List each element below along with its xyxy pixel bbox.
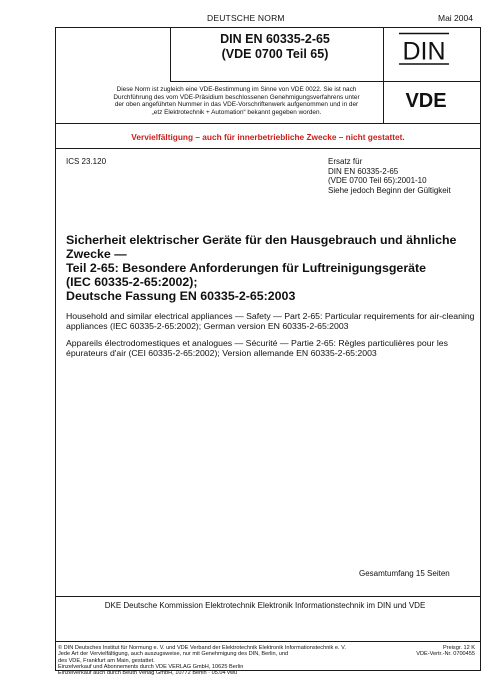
document-number-line: DIN EN 60335-2-65 — [220, 32, 330, 46]
din-logo-text: DIN — [402, 37, 446, 66]
replaces-line: Siehe jedoch Beginn der Gültigkeit — [328, 185, 451, 195]
replaces-line: DIN EN 60335-2-65 — [328, 166, 399, 176]
total-pages: Gesamtumfang 15 Seiten — [359, 569, 450, 578]
notice-line: Durchführung des vom VDE-Präsidium beschlossenen Genehmigungsverfahrens unter — [113, 93, 360, 101]
vde-logo-text: VDE — [405, 90, 447, 111]
copyright-line: des VDE, Frankfurt am Main, gestattet. — [58, 657, 155, 664]
price-info — [405, 645, 475, 658]
committee-top-divider — [55, 596, 481, 597]
german-title-line: (IEC 60335-2-65:2002); — [66, 275, 198, 289]
notice-line: der oben angeführten Nummer in das VDE-Vorschriftenwerk aufgenommen und in der — [114, 101, 359, 109]
committee-line: DKE Deutsche Kommission Elektrotechnik Elektronik Informationstechnik im DIN und VDE — [104, 601, 426, 610]
title-box-bottom-divider — [170, 81, 481, 82]
replaces-line: Ersatz für — [328, 157, 363, 166]
notice-line: „etz Elektrotechnik + Automation“ bekannt gegeben worden. — [151, 108, 322, 116]
document-number-line: (VDE 0700 Teil 65) — [221, 47, 329, 61]
copyright-line: Einzelverkauf auch durch Beuth Verlag GmbH, 10772 Berlin · 05.04 vwu — [58, 670, 238, 677]
copyright-line: © DIN Deutsches Institut für Normung e. V. und VDE Verband der Elektrotechnik Elektronik Informationstechnik e. V. — [58, 645, 346, 651]
german-title-line: Sicherheit elektrischer Geräte für den Hausgebrauch und ähnliche — [66, 233, 457, 247]
din-logo — [398, 32, 450, 66]
notice-line: Diese Norm ist zugleich eine VDE-Bestimmung im Sinne von VDE 0022. Sie ist nach — [116, 86, 357, 93]
price-group: Preisgr. 12 K — [442, 645, 475, 651]
english-title: Household and similar electrical appliances — Safety — Part 2-65: Particular requirements for air-cleaning appliances (IEC 60335-2-65:2002); German version EN 60335-2-65:2003 — [66, 311, 475, 332]
order-number: VDE-Vertr.-Nr. 0700455 — [416, 651, 475, 658]
replaces-line: (VDE 0700 Teil 65):2001-10 — [328, 176, 427, 186]
ics-code: ICS 23.120 — [66, 157, 107, 166]
copyright-line: Jede Art der Vervielfältigung, auch auszugsweise, nur mit Genehmigung des DIN, Berlin, und — [58, 651, 289, 658]
vde-logo — [394, 89, 458, 111]
german-title-line: Zwecke — — [66, 247, 127, 261]
footer-top-divider — [55, 641, 481, 642]
reproduction-warning: Vervielfältigung – auch für innerbetriebliche Zwecke – nicht gestattet. — [131, 132, 405, 142]
header-bottom-divider — [55, 123, 481, 124]
german-title-line: Deutsche Fassung EN 60335-2-65:2003 — [66, 289, 296, 303]
copyright-line: Einzelverkauf und Abonnements durch VDE VERLAG GmbH, 10625 Berlin — [58, 663, 244, 670]
german-title — [66, 233, 476, 303]
document-number — [170, 32, 380, 62]
norm-type-label: DEUTSCHE NORM — [207, 13, 285, 23]
french-title: Appareils électrodomestiques et analogues — Sécurité — Partie 2-65: Règles particulières pour les épurateurs d'air (CEI 60335-2-65:2002); Version allemande EN 60335-2-65:2003 — [66, 338, 448, 359]
replaces-block — [328, 157, 451, 195]
copyright-notice — [58, 645, 398, 676]
german-title-line: Teil 2-65: Besondere Anforderungen für Luftreinigungsgeräte — [66, 261, 427, 275]
warning-bottom-divider — [55, 148, 481, 149]
logo-column-divider — [383, 27, 384, 123]
publication-date: Mai 2004 — [438, 13, 473, 23]
vde-regulation-notice — [91, 86, 382, 116]
